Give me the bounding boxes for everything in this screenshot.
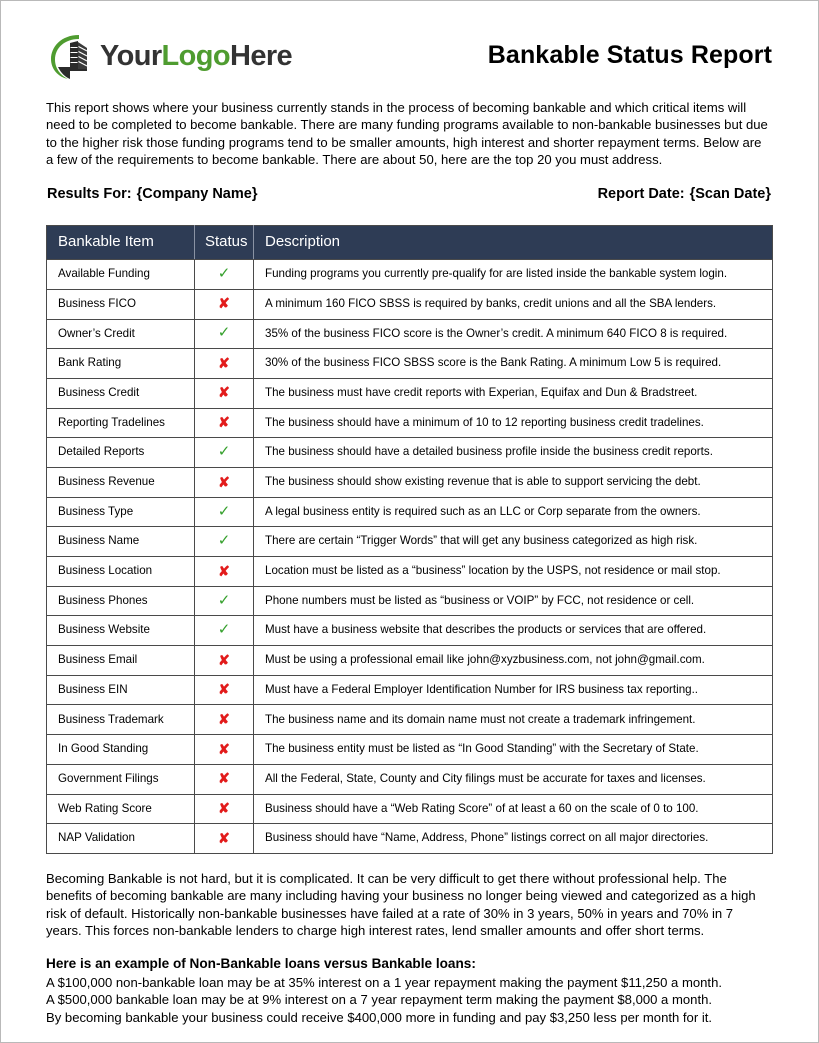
cell-bankable-item: Business Website <box>47 616 195 646</box>
cell-description: Must have a business website that describes the products or services that are offered. <box>254 616 773 646</box>
page-title: Bankable Status Report <box>487 41 772 69</box>
cross-icon: ✘ <box>218 681 230 698</box>
cell-description: The business entity must be listed as “In Good Standing” with the Secretary of State. <box>254 735 773 765</box>
cell-description: 35% of the business FICO score is the Owner’s credit. A minimum 640 FICO 8 is required. <box>254 319 773 349</box>
cell-bankable-item: NAP Validation <box>47 824 195 854</box>
cell-bankable-item: Business Phones <box>47 586 195 616</box>
report-date <box>598 186 771 202</box>
cross-icon: ✘ <box>218 711 230 728</box>
cell-description: Business should have a “Web Rating Score” of at least a 60 on the scale of 0 to 100. <box>254 794 773 824</box>
bankable-items-table <box>46 225 773 854</box>
cell-description: The business must have credit reports with Experian, Equifax and Dun & Bradstreet. <box>254 378 773 408</box>
check-icon: ✓ <box>217 502 231 520</box>
cross-icon: ✘ <box>218 800 230 817</box>
cell-bankable-item: Available Funding <box>47 260 195 290</box>
report-date-value: {Scan Date} <box>689 185 771 202</box>
check-icon: ✓ <box>217 532 231 550</box>
cross-icon: ✘ <box>218 473 230 490</box>
check-icon: ✓ <box>217 265 231 283</box>
table-row <box>47 557 773 587</box>
table-row <box>47 735 773 765</box>
logo-word-here: Here <box>229 39 293 72</box>
table-row <box>47 764 773 794</box>
loan-example-line-1: A $100,000 non-bankable loan may be at 35% interest on a 1 year repayment making the payment $11,250 a month. <box>46 974 722 990</box>
cell-description: The business should show existing revenue that is able to support servicing the debt. <box>254 467 773 497</box>
cell-status-pass <box>195 438 254 468</box>
table-row <box>47 705 773 735</box>
cross-icon: ✘ <box>218 829 230 846</box>
cell-bankable-item: Web Rating Score <box>47 794 195 824</box>
loan-example-line-3: By becoming bankable your business could receive $400,000 more in funding and pay $3,250 less per month for it. <box>46 1009 713 1025</box>
table-row <box>47 260 773 290</box>
cell-description: Must be using a professional email like john@xyzbusiness.com, not john@gmail.com. <box>254 646 773 676</box>
logo-word-your: Your <box>100 39 162 72</box>
cell-status-pass <box>195 586 254 616</box>
column-header-status: Status <box>195 225 254 260</box>
table-row <box>47 616 773 646</box>
cell-description: The business name and its domain name must not create a trademark infringement. <box>254 705 773 735</box>
cell-status-fail <box>195 794 254 824</box>
cell-status-fail <box>195 289 254 319</box>
intro-paragraph: This report shows where your business currently stands in the process of becoming bankable and which critical items will need to be completed to become bankable. There are many funding programs available to non-bankable businesses but due to the higher risk those funding programs tend to be smaller amounts, high interest and shorter repayment terms. Below are a few of the requirements to become bankable. There are about 50, here are the top 20 you must address. <box>46 100 768 168</box>
cell-status-fail <box>195 675 254 705</box>
cross-icon: ✘ <box>218 651 230 668</box>
cell-status-fail <box>195 735 254 765</box>
closing-paragraph: Becoming Bankable is not hard, but it is complicated. It can be very difficult to get there without professional help. The benefits of becoming bankable are many including having your business no longer being viewed and categorized as a high risk of default. Historically non-bankable businesses have failed at a rate of 30% in 3 years, 50% in years and 70% in 7 years. This forces non-bankable lenders to charge high interest rates, lend smaller amounts and offer short terms. <box>46 870 756 939</box>
cross-icon: ✘ <box>218 562 230 579</box>
column-header-description: Description <box>254 225 773 260</box>
cell-description: Business should have “Name, Address, Phone” listings correct on all major directories. <box>265 831 709 845</box>
page-content <box>46 1 772 1026</box>
table-head <box>47 225 773 260</box>
loan-example-heading: Here is an example of Non-Bankable loans versus Bankable loans: <box>46 955 476 971</box>
table-row <box>47 438 773 468</box>
results-for-value: {Company Name} <box>136 185 258 202</box>
cell-bankable-item: Bank Rating <box>47 349 195 379</box>
table-row <box>47 289 773 319</box>
cross-icon: ✘ <box>218 770 230 787</box>
cell-description: 30% of the business FICO SBSS score is the Bank Rating. A minimum Low 5 is required. <box>254 349 773 379</box>
cell-bankable-item: Business Trademark <box>47 705 195 735</box>
cell-status-fail <box>195 467 254 497</box>
check-icon: ✓ <box>217 591 231 609</box>
table-row <box>47 527 773 557</box>
cell-bankable-item: Business Type <box>47 497 195 527</box>
cell-description: The business should have a minimum of 10 to 12 reporting business credit tradelines. <box>254 408 773 438</box>
cell-description: Funding programs you currently pre-qualify for are listed inside the bankable system login. <box>254 260 773 290</box>
cell-bankable-item: Business Email <box>47 646 195 676</box>
loan-example-block <box>46 955 772 1027</box>
cell-description: A minimum 160 FICO SBSS is required by banks, credit unions and all the SBA lenders. <box>254 289 773 319</box>
cell-bankable-item: Detailed Reports <box>47 438 195 468</box>
cell-bankable-item: Government Filings <box>47 764 195 794</box>
table-row <box>47 319 773 349</box>
cell-bankable-item: Business EIN <box>47 675 195 705</box>
cell-status-pass <box>195 319 254 349</box>
logo <box>48 29 292 83</box>
cross-icon: ✘ <box>218 295 230 312</box>
cell-bankable-item: Owner’s Credit <box>47 319 195 349</box>
cell-status-pass <box>195 497 254 527</box>
table-row <box>47 675 773 705</box>
logo-wordmark <box>100 39 293 72</box>
table-row <box>47 378 773 408</box>
results-for <box>47 186 257 202</box>
loan-example-line-2: A $500,000 bankable loan may be at 9% interest on a 7 year repayment term making the payment $8,000 a month. <box>46 992 713 1008</box>
cross-icon: ✘ <box>218 414 230 431</box>
cell-bankable-item: Business Location <box>47 557 195 587</box>
table-body <box>47 260 773 854</box>
building-swoosh-logo-icon <box>48 31 98 81</box>
table-row <box>47 349 773 379</box>
table-row <box>47 408 773 438</box>
cell-status-fail <box>195 764 254 794</box>
cell-status-pass <box>195 260 254 290</box>
cell-description: Must have a Federal Employer Identification Number for IRS business tax reporting.. <box>254 675 773 705</box>
cell-description: Phone numbers must be listed as “business or VOIP” by FCC, not residence or cell. <box>254 586 773 616</box>
cross-icon: ✘ <box>218 354 230 371</box>
cell-status-fail <box>195 557 254 587</box>
report-meta-row <box>46 186 772 208</box>
results-for-label: Results For: <box>47 185 132 202</box>
table-row <box>47 794 773 824</box>
cell-status-fail <box>195 705 254 735</box>
cell-status-fail <box>195 408 254 438</box>
cell-description: Location must be listed as a “business” location by the USPS, not residence or mail stop. <box>254 557 773 587</box>
table-header-row <box>47 225 773 260</box>
cell-bankable-item: In Good Standing <box>47 735 195 765</box>
cell-bankable-item: Business Revenue <box>47 467 195 497</box>
table-row <box>47 824 773 854</box>
cell-description: There are certain “Trigger Words” that will get any business categorized as high risk. <box>254 527 773 557</box>
report-date-label: Report Date: <box>597 185 685 202</box>
cell-description: The business should have a detailed business profile inside the business credit reports. <box>254 438 773 468</box>
cell-bankable-item: Reporting Tradelines <box>47 408 195 438</box>
cell-description: A legal business entity is required such as an LLC or Corp separate from the owners. <box>254 497 773 527</box>
cross-icon: ✘ <box>218 740 230 757</box>
table-row <box>47 497 773 527</box>
cell-status-fail <box>195 646 254 676</box>
check-icon: ✓ <box>217 324 231 342</box>
table-row <box>47 586 773 616</box>
cell-bankable-item: Business Name <box>47 527 195 557</box>
table-row <box>47 646 773 676</box>
cell-status-fail <box>195 824 254 854</box>
column-header-item: Bankable Item <box>47 225 195 260</box>
cell-status-fail <box>195 349 254 379</box>
table-row <box>47 467 773 497</box>
check-icon: ✓ <box>217 443 231 461</box>
cell-status-pass <box>195 616 254 646</box>
cell-description: All the Federal, State, County and City filings must be accurate for taxes and licenses. <box>254 764 773 794</box>
report-header <box>46 23 772 95</box>
cell-bankable-item: Business FICO <box>47 289 195 319</box>
cross-icon: ✘ <box>218 384 230 401</box>
logo-word-logo: Logo <box>161 39 230 72</box>
cell-status-fail <box>195 378 254 408</box>
cell-bankable-item: Business Credit <box>47 378 195 408</box>
cell-status-pass <box>195 527 254 557</box>
check-icon: ✓ <box>217 621 231 639</box>
